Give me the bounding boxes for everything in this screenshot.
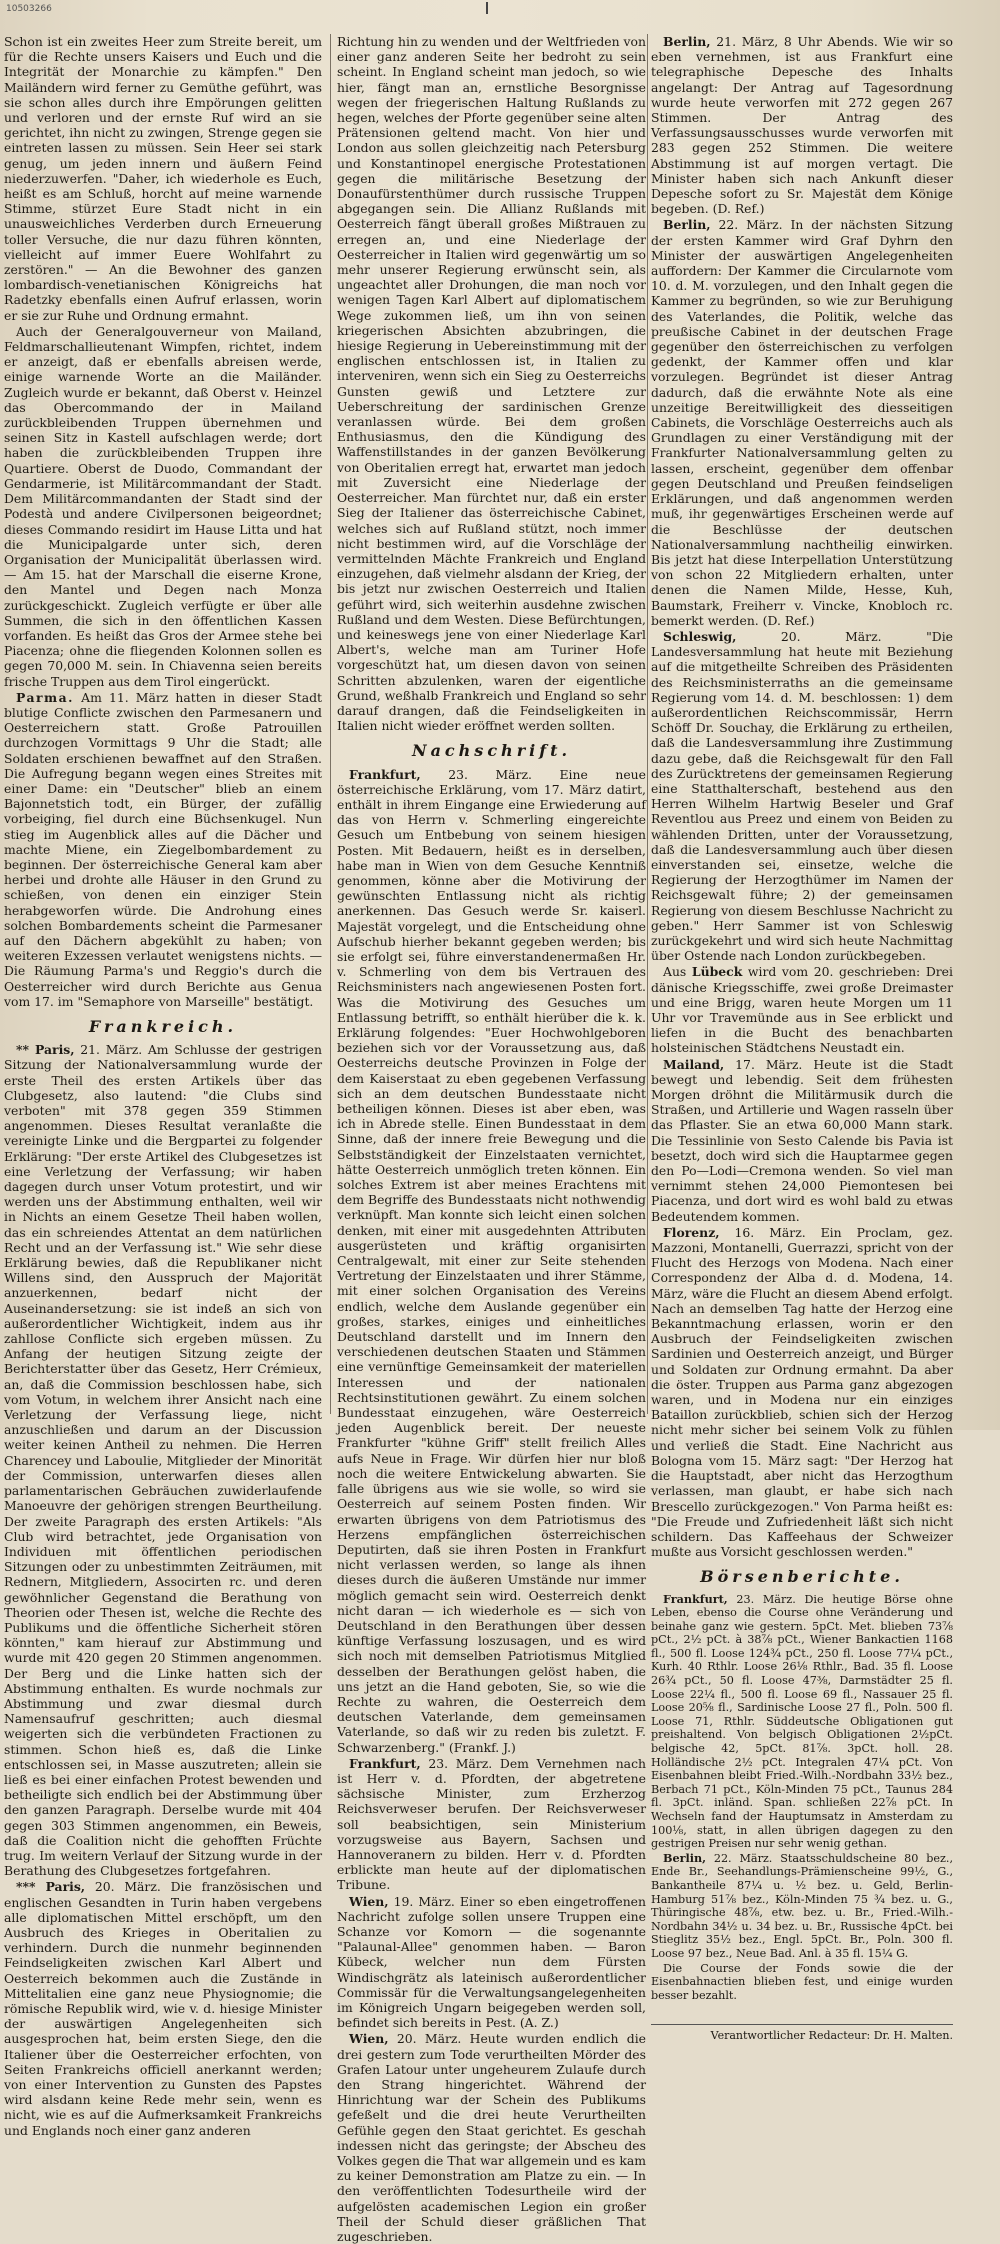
- frankfurt-dateline-2: Frankfurt,: [349, 1755, 421, 1771]
- parma-paragraph: [4, 690, 322, 1009]
- wien-paragraph-2: [337, 2031, 646, 2244]
- florenz-paragraph: [651, 1225, 953, 1559]
- boerse-berlin: [651, 1852, 953, 1961]
- column-2: [337, 34, 646, 2244]
- mailand-dateline: Mailand,: [663, 1056, 725, 1072]
- parma-text: Am 11. März hatten in dieser Stadt blutige Conflicte zwischen den Parmesanern und Oesterreichern statt. Große Patrouillen durchzogen Vormittags 9 Uhr die Stadt; alle Soldaten erschienen bewaffnet auf den Straßen. Die Aufregung begann wegen eines Streites mit einer Dame: ein "Deutscher" blieb an einem Bajonnetstich todt, ein Bürger, der zufällig vorbeiging, fiel durch eine Büchsenkugel. Nun stieg im Augenblick alles auf die Dächer und machte Miene, ein Ziegelbombardement zu beginnen. Der österreichische General kam aber herbei und drohte alle Häuser in den Grund zu schießen, von denen ein einziger Stein herabgeworfen würde. Die Androhung eines solchen Bombardements scheint die Parmesaner auf den Dächern abgekühlt zu haben; von weiteren Exzessen verlautet wenigstens nichts. — Die Räumung Parma's und Reggio's durch die Oesterreicher wird durch Berichte aus Genua vom 17. im "Semaphore von Marseille" bestätigt.: [4, 689, 322, 1009]
- boerse-frankfurt: [651, 1593, 953, 1851]
- boerse-note: Die Course der Fonds sowie die der Eisenbahnactien blieben fest, und einige wurden besser bezahlt.: [651, 1961, 953, 2002]
- schleswig-paragraph: [651, 629, 953, 963]
- boerse-frankfurt-dateline: Frankfurt,: [663, 1591, 728, 1606]
- section-title-boersenberichte: Börsenberichte.: [700, 1567, 904, 1587]
- wien-dateline-1: Wien,: [349, 1893, 389, 1909]
- column-3: [651, 34, 953, 2043]
- berlin-text-2: 22. März. In der nächsten Sitzung der ersten Kammer wird Graf Dyhrn den Minister der auswärtigen Angelegenheiten auffordern: Der Kammer die Circularnote vom 10. d. M. vorzulegen, und den Inhalt gegen die Kammer zu begründen, so wie zur Beruhigung des Vaterlandes, die Politik, welche das preußische Cabinet in der deutschen Frage gegenüber den österreichischen zu verfolgen gedenkt, der Kammer offen und klar vorzulegen. Begründet ist dieser Antrag dadurch, daß die erwähnte Note als eine unzeitige Bereitwilligkeit des diesseitigen Cabinets, die Vorschläge Oesterreichs auch als Grundlagen zu einer Verständigung mit der Frankfurter Nationalversammlung gelten zu lassen, erscheint, gegenüber dem offenbar gegen Deutschland und Preußen feindseligen Erklärungen, und daß angenommen werden muß, ihr gegenwärtiges Erscheinen werde auf die Beschlüsse der deutschen Nationalversammlung nachtheilig einwirken. Bis jetzt hat diese Interpellation Unterstützung von schon 22 Mitgliedern erhalten, unter denen die Namen Milde, Hesse, Kuh, Baumstark, Freiherr v. Vincke, Knobloch rc. bemerkt werden. (D. Ref.): [651, 217, 953, 628]
- frankfurt-paragraph-1: [337, 767, 646, 1755]
- luebeck-paragraph: [651, 964, 953, 1055]
- paris-dateline-1: ** Paris,: [16, 1042, 75, 1058]
- florenz-text: 16. März. Ein Proclam, gez. Mazzoni, Montanelli, Guerrazzi, spricht von der Flucht des Herzogs von Modena. Nach einer Correspondenz der Alba d. d. Modena, 14. März, wäre die Flucht an diesem Abend erfolgt. Nach an demselben Tag hatte der Herzog eine Bekanntmachung erlassen, worin er den Ausbruch der Feindseligkeiten zwischen Sardinien und Oesterreich anzeigt, und Bürger und Soldaten zur Ordnung ermahnt. Da aber die öster. Truppen aus Parma ganz abgezogen waren, und in Modena nur ein einziges Bataillon zurückblieb, schien sich der Herzog nicht mehr sicher bei seinem Volk zu fühlen und verließ die Stadt. Eine Nachricht aus Bologna vom 15. März sagt: "Der Herzog hat die Hauptstadt, aber nicht das Herzogthum verlassen, man glaubt, er habe sich nach Brescello zurückgezogen." Von Parma heißt es: "Die Freude und Zufriedenheit läßt sich nicht schildern. Das Kaffeehaus der Schweizer mußte aus Vorsicht geschlossen werden.": [651, 1224, 953, 1560]
- column-1: [4, 34, 323, 2138]
- schleswig-text: 20. März. "Die Landesversammlung hat heute mit Beziehung auf die mitgetheilte Schreiben des Präsidenten des Reichsministerraths an die gemeinsame Regierung vom 14. d. M. beschlossen: 1) dem außerordentlichen Reichscommissär, Herrn Schöff Dr. Souchay, die Erklärung zu ertheilen, daß die Landesversammlung ihre Zustimmung dazu gebe, daß die Reichsgewalt für den Fall des Zurücktretens der gemeinsamen Regierung eine Statthalterschaft, bestehend aus den Herren Wilhelm Hartwig Beseler und Graf Reventlou aus Preez und einem von Beiden zu wählenden Dritten, unter der Voraussetzung, daß die Landesversammlung auch über diesen einverstanden sei, einsetze, welche die Regierung der Herzogthümer im Namen der Reichsgewalt führe; 2) der gemeinsamen Regierung von diesem Beschlusse Nachricht zu geben." Herr Sammer ist von Schleswig zurückgekehrt und wird sich heute Nachmittag über Ostende nach London zurückbegeben.: [651, 628, 953, 964]
- column-rule-2: [647, 34, 648, 1414]
- luebeck-text: wird vom 20. geschrieben: Drei dänische Kriegsschiffe, zwei große Dreimaster und eine Brigg, waren heute Morgen um 11 Uhr vor Travemünde aus in See erblickt und liefen in die Bucht des benachbarten holsteinischen Städtchens Neustadt ein.: [651, 964, 953, 1056]
- editor-signature: Verantwortlicher Redacteur: Dr. H. Malten.: [651, 2024, 953, 2043]
- frankfurt-text-1: 23. März. Eine neue österreichische Erklärung, vom 17. März datirt, enthält in ihrem Eingange eine Erwiederung auf das von Herrn v. Schmerling eingereichte Gesuch um Entbebung von seinem hiesigen Posten. Mit Bedauern, heißt es in derselben, habe man in Wien von dem Gesuche Kenntniß genommen, könne aber die Motivirung der gewünschten Entlassung nicht als richtig anerkennen. Das Gesuch werde Sr. kaiserl. Majestät vorgelegt, und die Entscheidung ohne Aufschub hierher bekannt gegeben werden; bis sie erfolgt sei, führe einverstandenermaßen Hr. v. Schmerling von dem bis Vertrauen des Reichsministers nach angewiesenen Posten fort. Was die Motivirung des Gesuches um Entlassung betrifft, so enthält hierüber die k. k. Erklärung folgendes: "Euer Hochwohlgeboren beziehen sich vor der Voraussetzung aus, daß Oesterreichs deutsche Provinzen in Folge der dem Kaiserstaat zu eben gegebenen Verfassung sich an dem deutschen Bundesstaate nicht betheiligen können. Dieses ist aber eben, was ich in Abrede stelle. Einen Bundesstaat in dem Sinne, daß der innere freie Bewegung und die Selbstständigkeit der Einzelstaaten vernichtet, hätte Oesterreich unmöglich treten können. Ein solches Extrem ist aber meines Erachtens mit dem Begriffe des Bundesstaats nicht nothwendig verknüpft. Man konnte sich leicht einen solchen denken, mit einer mit ausgedehnten Attributen ausgerüsteten und kräftig organisirten Centralgewalt, mit einer zur Seite stehenden Vertretung der Einzelstaaten und ihrer Stämme, mit einer solchen Organisation des Vereins endlich, welche dem Auslande gegenüber ein großes, starkes, einiges und einheitliches Deutschland darstellt und im Innern den verschiedenen deutschen Staaten und Stämmen eine vernünftige Gemeinsamkeit der materiellen Interessen und der nationalen Rechtsinstitutionen gewährt. Zu einem solchen Bundesstaat einzugehen, wäre Oesterreich jeden Augenblick bereit. Der neueste Frankfurter "kühne Griff" stellt freilich Alles aufs Neue in Frage. Wir dürfen hier nur bloß noch die weitere Entwickelung abwarten. Sie falle übrigens aus wie sie wolle, so wird sie Oesterreich auf seinem Posten finden. Wir erwarten übrigens von dem Patriotismus des Herzens empfänglichen österreichischen Deputirten, daß sie ihren Posten in Frankfurt nicht verlassen werden, so lange als ihnen dieses durch die äußeren Umstände nur immer möglich gemacht sein wird. Oesterreich denkt nicht daran — ich wiederhole es — sich von Deutschland in den Berathungen über dessen künftige Verfassung loszusagen, und es wird sich noch mit demselben Patriotismus Mitglied desselben der Berathungen gelöst haben, die uns jetzt an die Hand geboten, Sie, so wie die Rechte zu wahren, die Oesterreich dem deutschen Vaterlande, dem gemeinsamen Vaterlande, so daß wir zu reden bis zuletzt. F. Schwarzenberg." (Frankf. J.): [337, 766, 646, 1755]
- paris-paragraph-1: [4, 1042, 322, 1878]
- boerse-frankfurt-text: 23. März. Die heutige Börse ohne Leben, ebenso die Course ohne Veränderung und beinahe ganz wie gestern. 5pCt. Met. blieben 73⅞ pCt., 2½ pCt. à 38⅞ pCt., Wiener Bankactien 1168 fl., 500 fl. Loose 124¾ pCt., 250 fl. Loose 77¼ pCt., Kurh. 40 Rthlr. Loose 26⅛ Rthlr., Bad. 35 fl. Loose 26¾ pCt., 50 fl. Loose 47⅜, Darmstädter 25 fl. Loose 22¼ fl., 500 fl. Loose 69 fl., Nassauer 25 fl. Loose 20⅝ fl., Sardinische Loose 27 fl., Poln. 500 fl. Loose 71, Rthlr. Süddeutsche Obligationen gut preishaltend. Von belgisch Obligationen 2½pCt. belgische 42, 5pCt. 81⅞. 3pCt. holl. 28. Holländische 2½ pCt. Integralen 47¼ pCt. Von Eisenbahnen bleibt Fried.-Wilh.-Nordbahn 33½ bez., Berbach 71 pCt., Köln-Minden 75 pCt., Taunus 284 fl. 3pCt. inländ. Span. schließen 22⅞ pCt. In Wechseln fand der Hauptumsatz in Amsterdam zu 100⅛, statt, in allen übrigen dagegen zu den gestrigen Preisen nur sehr wenig gethan.: [651, 1592, 953, 1851]
- paris-text-2: 20. März. Die französischen und englischen Gesandten in Turin haben vergebens alle diplomatischen Mittel erschöpft, um den Ausbruch des Krieges in Oberitalien zu verhindern. Durch die nunmehr beginnenden Feindseligkeiten zwischen Karl Albert und Oesterreich bekommen auch die Zustände in Mittelitalien eine ganz neue Physiognomie; die römische Republik wird, wie v. d. hiesige Minister der auswärtigen Angelegenheiten sich ausgesprochen hat, beim ersten Siege, den die Italiener über die Oesterreicher erfochten, von Seiten Frankreichs officiell anerkannt werden; von einer Intervention zu Gunsten des Papstes wird alsdann keine Rede mehr sein, wenn es nicht, wie es auf die Aufmerksamkeit Frankreichs und Englands noch einer ganz anderen: [4, 1879, 323, 2138]
- section-title-frankreich: Frankreich.: [88, 1017, 238, 1036]
- paris-continued: Richtung hin zu wenden und der Weltfrieden von einer ganz anderen Seite her bedroht zu sein scheint. In England scheint man jedoch, so wie hier, fängt man an, ernstliche Besorgnisse wegen der friegerischen Haltung Rußlands zu hegen, welches der Pforte gegenüber seine alten Prätensionen geltend macht. Von hier und London aus sollen gleichzeitig nach Petersburg und Konstantinopel energische Protestationen gegen die militärische Besetzung der Donaufürstenthümer durch russische Truppen abgegangen sein. Die Allianz Rußlands mit Oesterreich fängt überall großes Mißtrauen zu erregen an, und eine Niederlage der Oesterreicher in Italien wird gegenwärtig um so mehr unserer Regierung erwünscht sein, als ungeachtet aller Drohungen, die man noch vor wenigen Tagen Karl Albert auf diplomatischem Wege zukommen ließ, um ihn von seinen kriegerischen Absichten abzubringen, die hiesige Regierung in Uebereinstimmung mit der englischen entschlossen ist, in Italien zu interveniren, wenn sich ein Sieg zu Oesterreichs Gunsten gewiß und Letztere zur Ueberschreitung der sardinischen Grenze veranlassen würde. Bei dem großen Enthusiasmus, den die Kündigung des Waffenstillstandes in der ganzen Bevölkerung von Oberitalien erregt hat, erwartet man jedoch mit Zuversicht eine Niederlage der Oesterreicher. Man fürchtet nur, daß ein erster Sieg der Italiener das österreichische Cabinet, welches sich auf Rußland stützt, noch immer nicht bestimmen wird, auf die Vorschläge der vermittelnden Mächte Frankreich und England einzugehen, daß vielmehr alsdann der Krieg, der bis jetzt nur zwischen Oesterreich und Italien geführt wird, sich weiterhin ausdehne zwischen Rußland und dem Westen. Diese Befürchtungen, und keineswegs jene von einer Niederlage Karl Albert's, welche man am Turiner Hofe vorgeschützt hat, um diesen davon von seinen Schritten abzulenken, waren der eigentliche Grund, weßhalb Frankreich und England so sehr darauf drangen, daß die Feindseligkeiten in Italien nicht wieder eröffnet werden sollten.: [337, 34, 646, 734]
- milan-paragraph-2: Auch der Generalgouverneur von Mailand, Feldmarschallieutenant Wimpfen, richtet, indem er anzeigt, daß er ebenfalls abreisen werde, einige warnende Worte an die Mailänder. Zugleich wurde er bekannt, daß Oberst v. Heinzel das Obercommando der in Mailand zurückbleibenden Truppen übernehmen und seinen Sitz in Kastell aufschlagen werde; dort haben die zurückbleibenden Truppen ihre Quartiere. Oberst de Duodo, Commandant der Gendarmerie, ist Militärcommandant der Stadt. Dem Militärcommandanten der Stadt sind der Podestà und andere Civilpersonen beigeordnet; dieses Commando residirt im Hause Litta und hat die Municipalgarde unter sich, deren Organisation der Municipalität überlassen wird. — Am 15. hat der Marschall die eiserne Krone, den Mantel und Degen nach Monza zurückgeschickt. Zugleich verfügte er über alle Summen, die sich in den öffentlichen Kassen vorfanden. Es heißt das Gros der Armee stehe bei Piacenza; ohne die fliegenden Kolonnen sollen es gegen 70,000 M. sein. In Chiavenna seien bereits frische Truppen aus dem Tirol eingerückt.: [4, 323, 322, 689]
- mailand-text: 17. März. Heute ist die Stadt bewegt und lebendig. Seit dem frühesten Morgen dröhnt die Militärmusik durch die Straßen, und Artillerie und Wagen rasseln über das Pflaster. Sie an etwa 60,000 Mann stark. Die Tessinlinie von Sesto Calende bis Pavia ist besetzt, doch wird sich die Hauptarmee gegen den Po—Lodi—Cremona wenden. So viel man vernimmt stehen 24,000 Piemontesen bei Piacenza, und dort wird es wohl bald zu etwas Bedeutendem kommen.: [651, 1056, 953, 1224]
- luebeck-dateline: Lübeck: [691, 964, 743, 980]
- boerse-berlin-text: 22. März. Staatsschuldscheine 80 bez., Ende Br., Seehandlungs-Prämienscheine 99½, G., Bankantheile 87¼ u. ½ bez. u. Geld, Berlin-Hamburg 51⅞ bez., Köln-Minden 75 ¾ bez. u. G., Thüringische 48⅞, etw. bez. u. Br., Fried.-Wilh.-Nordbahn 34½ u. 34 bez. u. Br., Russische 4pCt. bei Stieglitz 35½ bez., Engl. 5pCt. Br., Poln. 300 fl. Loose 97 bez., Neue Bad. Anl. à 35 fl. 15¼ G.: [651, 1851, 953, 1960]
- berlin-dateline-1: Berlin,: [663, 34, 711, 49]
- section-title-nachschrift: Nachschrift.: [411, 741, 572, 761]
- parma-dateline: Parma.: [16, 689, 74, 705]
- berlin-paragraph-1: [651, 34, 953, 216]
- top-mark: [486, 2, 488, 14]
- schleswig-dateline: Schleswig,: [663, 628, 737, 644]
- boerse-berlin-dateline: Berlin,: [663, 1850, 706, 1865]
- frankfurt-paragraph-2: [337, 1756, 646, 1893]
- paris-text-1: 21. März. Am Schlusse der gestrigen Sitzung der Nationalversammlung wurde der erste Theil des ersten Artikels über das Clubgesetz, also lautend: "die Clubs sind verboten" mit 378 gegen 359 Stimmen angenommen. Dieses Resultat veranlaßte die vereinigte Linke und die Bergpartei zu folgender Erklärung: "Der erste Artikel des Clubgesetzes ist eine Verletzung der Verfassung; wir haben dagegen durch unser Votum protestirt, und wir werden uns der Abstimmung enthalten, weil wir in Nichts an einem Gesetze Theil haben wollen, das ein schreiendes Attentat an dem natürlichen Recht und an der Verfassung ist." Wie sehr diese Erklärung bewies, daß die Republikaner nicht Willens sind, den Ausspruch der Majorität anzuerkennen, bedarf nicht der Auseinandersetzung: sie ist indeß an sich von außerordentlicher Wichtigkeit, indem aus ihr zahllose Conflicte sich ergeben müssen. Zu Anfang der heutigen Sitzung zeigte der Berichterstatter über das Gesetz, Herr Crémieux, an, daß die Commission beschlossen habe, sich vom Votum, in welchem ihrer Ansicht nach eine Verletzung der Verfassung liege, nicht anzuschließen und darum an der Discussion weiter keinen Antheil zu nehmen. Die Herren Charencey und Laboulie, Mitglieder der Minorität der Commission, unterwarfen dieses allen parlamentarischen Gebräuchen zuwiderlaufende Manoeuvre der gehörigen strengen Beurtheilung. Der zweite Paragraph des ersten Artikels: "Als Club wird betrachtet, jede Organisation von Individuen mit öffentlichen periodischen Sitzungen oder zu unbestimmten Zeiträumen, mit Rednern, Mitgliedern, Associrten rc. und deren gewöhnlicher Gegenstand die Berathung von Theorien oder Thesen ist, welche die Rechte des Publikums und die öffentliche Sicherheit stören könnten," kam hierauf zur Abstimmung und wurde mit 420 gegen 20 Stimmen angenommen. Der Berg und die Linke hatten sich der Abstimmung enthalten. Es wurde nochmals zur Abstimmung und zwar diesmal durch Namensaufruf geschritten; auch diesmal weigerten sich die verbündeten Fractionen zu stimmen. Schon hieß es, daß die Linke entschlossen sei, in Masse auszutreten; allein sie ließ es bei einer einfachen Protest bewenden und betheiligte sich endlich bei der Abstimmung über den ganzen Paragraph. Derselbe wurde mit 404 gegen 303 Stimmen angenommen, ein Beweis, daß die Coalition nicht die gehofften Früchte trug. Im weitern Verlauf der Sitzung wurde in der Berathung des Clubgesetzes fortgefahren.: [4, 1042, 322, 1879]
- mailand-paragraph: [651, 1057, 953, 1224]
- frankfurt-text-2: 23. März. Dem Vernehmen nach ist Herr v. d. Pfordten, der abgetretene sächsische Minister, zum Erzherzog Reichsverweser berufen. Der Reichsverweser soll beabsichtigen, sein Ministerium vorzugsweise aus Bayern, Sachsen und Hannoveranern zu bilden. Herr v. d. Pfordten erblickte man heute auf der diplomatischen Tribune.: [337, 1755, 646, 1893]
- milan-paragraph-1: Schon ist ein zweites Heer zum Streite bereit, um für die Rechte unsers Kaisers und Euch und die Integrität der Monarchie zu kämpfen." Den Mailändern wird ferner zu Gemüthe geführt, was sie schon alles durch ihre Empörungen gelitten und verloren und der ernste Ruf wird an sie gerichtet, ihn nicht zu zwingen, Strenge gegen sie eintreten lassen zu müssen. Sein Heer sei stark genug, um jeden innern und äußern Feind niederzuwerfen. "Daher, ich wiederhole es Euch, heißt es am Schluß, horcht auf meine warnende Stimme, stürzet Eure Stadt nicht in ein unausweichliches Verderben durch Erneuerung toller Versuche, die nur dazu führen könnten, vielleicht auf immer Euere Wohlfahrt zu zerstören." — An die Bewohner des ganzen lombardisch-venetianischen Königreichs hat Radetzky ebenfalls einen Aufruf erlassen, worin er sie zur Ruhe und Ordnung ermahnt.: [4, 34, 322, 323]
- wien-text-2: 20. März. Heute wurden endlich die drei gestern zum Tode verurtheilten Mörder des Grafen Latour unter ungeheurem Zulaufe durch den Strang hingerichtet. Während der Hinrichtung war der Schein des Publikums gefeßelt und die drei heute Verurtheilten Gefühle gegen den Staat gerichtet. Es geschah indessen nicht das geringste; der Abscheu des Volkes gegen die That war allgemein und es kam zu keiner Demonstration am Platze zu ein. — In den veröffentlichten Todesurtheile wird der aufgelösten academischen Legion ein großer Theil der Schuld dieser gräßlichen That zugeschrieben.: [337, 2031, 646, 2244]
- wien-paragraph-1: [337, 1894, 646, 2031]
- berlin-dateline-2: Berlin,: [663, 217, 711, 233]
- wien-text-1: 19. März. Einer so eben eingetroffenen Nachricht zufolge sollen unsere Truppen eine Schanze vor Komorn — die sogenannte "Palaunal-Allee" genommen haben. — Baron Kübeck, welcher nun dem Fürsten Windischgrätz als lateinisch außerordentlicher Commissär für die Verwaltungsangelegenheiten im Königreich Ungarn beigegeben werden soll, befindet sich bereits in Pest. (A. Z.): [337, 1893, 646, 2031]
- luebeck-prefix: Aus: [663, 964, 692, 980]
- frankfurt-dateline-1: Frankfurt,: [349, 766, 421, 782]
- berlin-text-1: 21. März, 8 Uhr Abends. Wie wir so eben vernehmen, ist aus Frankfurt eine telegraphische Depesche des Inhalts angelangt: Der Antrag auf Tagesordnung wurde heute verworfen mit 272 gegen 267 Stimmen. Der Antrag des Verfassungsausschusses wurde verworfen mit 283 gegen 252 Stimmen. Die weitere Abstimmung ist auf morgen vertagt. Die Minister haben sich nach Ankunft dieser Depesche sofort zu Sr. Majestät dem Könige begeben. (D. Ref.): [651, 34, 953, 217]
- paris-dateline-2: *** Paris,: [16, 1879, 86, 1895]
- column-rule-1: [330, 34, 331, 1414]
- archive-number: 10503266: [6, 4, 52, 14]
- florenz-dateline: Florenz,: [663, 1224, 720, 1240]
- berlin-paragraph-2: [651, 217, 953, 627]
- paris-paragraph-2: [4, 1879, 322, 2137]
- wien-dateline-2: Wien,: [349, 2031, 389, 2047]
